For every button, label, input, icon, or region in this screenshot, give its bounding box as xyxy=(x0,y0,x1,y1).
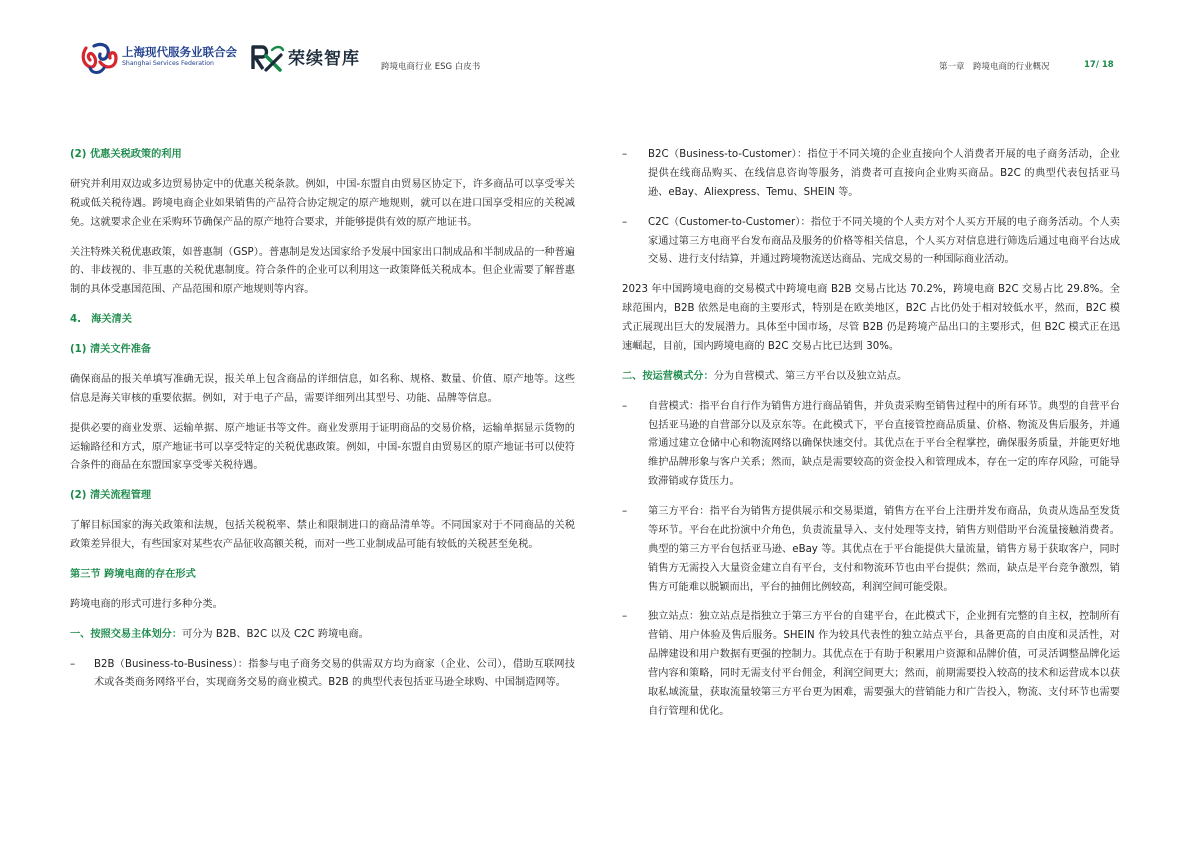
heading-tariff-preference: (2) 优惠关税政策的利用 xyxy=(70,149,182,160)
list-item-independent-site xyxy=(622,608,1120,721)
dash-bullet: – xyxy=(622,506,628,517)
heading-clearance-documents: (1) 清关文件准备 xyxy=(70,344,152,355)
paragraph-statistics: 2023 年中国跨境电商的交易模式中跨境电商 B2B 交易占比达 70.2%，跨境电商 B2C 交易占比 29.8%。全球范围内，B2B 依然是电商的主要形式，特别是在欧美地区，B2C 占比仍处于相对较低水平，然而，B2C 模式正展现出巨大的发展潜力。具体至中国市场，尽管 B2B 仍是跨境产品出口的主要形式，但 B2C 模式正在迅速崛起，目前，国内跨境电商的 B2C 交易占比已达到 30%。 xyxy=(622,284,1120,352)
dash-bullet: – xyxy=(622,216,628,228)
section-title: 第三节 跨境电商的存在形式 xyxy=(70,568,196,580)
dash-bullet: – xyxy=(622,400,628,412)
list-item-text: B2C（Business-to-Customer）：指位于不同关境的企业直接向个人消费者开展的电子商务活动，企业提供在线商品购买、在线信息咨询等服务，消费者可直接向企业购买商品。B2C 的典型代表包括亚马逊、eBay、Aliexpress、Temu、SHEIN 等。 xyxy=(648,149,1120,198)
document-title: 跨境电商行业 ESG 白皮书 xyxy=(381,62,481,72)
list-item-text: 第三方平台：指平台为销售方提供展示和交易渠道，销售方在平台上注册并发布商品，负责从选品至发货等环节。平台在此扮演中介角色，负责流量导入、支付处理等支持，销售方则借助平台流量接触消费者。典型的第三方平台包括亚马逊、eBay 等。其优点在于平台能提供大量流量，销售方易于获取客户，同时销售方无需投入大量资金建立自有平台，支付和物流环节也由平台提供；然而，缺点是平台竞争激烈，销售方可能难以脱颖而出，平台的抽佣比例较高，利润空间可能受限。 xyxy=(648,506,1120,593)
list-item-text: C2C（Customer-to-Customer）：指位于不同关境的个人卖方对个人买方开展的电子商务活动。个人卖家通过第三方电商平台发布商品及服务的价格等相关信息，个人买方对信息进行筛选后通过电商平台达成交易、进行支付结算，并通过跨境物流送达商品、完成交易的一种国际商业活动。 xyxy=(648,216,1120,266)
list-item-self-operated xyxy=(622,398,1120,492)
heading-customs-clearance: 4. 海关清关 xyxy=(70,314,132,326)
list-item-text: 自营模式：指平台自行作为销售方进行商品销售，并负责采购至销售过程中的所有环节。典型的自营平台包括亚马逊的自营部分以及京东等。在此模式下，平台直接管控商品质量、价格、物流及售后服务，并通常通过建立仓储中心和物流网络以确保快速交付。其优点在于平台全程掌控，确保服务质量，并能更好地维护品牌形象与客户关系；然而，缺点是需要较高的资金投入和管理成本，存在一定的库存风险，可能导致滞销或存货压力。 xyxy=(648,400,1120,488)
heading-text: 分为自营模式、第三方平台以及独立站点。 xyxy=(713,370,908,382)
dash-bullet: – xyxy=(622,611,628,623)
list-item-b2c xyxy=(622,146,1120,203)
paragraph: 关注特殊关税优惠政策，如普惠制（GSP）。普惠制是发达国家给予发展中国家出口制成品和半制成品的一种普遍的、非歧视的、非互惠的关税优惠制度。符合条件的企业可以利用这一政策降低关税成本。但企业需要了解普惠制的具体受惠国范围、产品范围和原产地规则等内容。 xyxy=(70,246,575,296)
rongxu-name: 荣续智库 xyxy=(288,49,360,69)
list-item-third-party xyxy=(622,503,1120,597)
page-header xyxy=(0,0,1190,80)
paragraph: 跨境电商的形式可进行多种分类。 xyxy=(70,598,223,610)
dash-bullet: – xyxy=(70,658,76,670)
heading-by-trade-subject xyxy=(70,626,575,645)
right-column xyxy=(622,146,1120,733)
list-item-text: 独立站点：独立站点是指独立于第三方平台的自建平台，在此模式下，企业拥有完整的自主权，控制所有营销、用户体验及售后服务。SHEIN 作为较具代表性的独立站点平台，具备更高的自由度和灵活性，对品牌建设和用户数据有更强的控制力。其优点在于有助于积累用户资源和品牌价值，可灵活调整品牌化运营内容和策略，同时无需支付平台佣金，利润空间更大；然而，前期需要投入较高的技术和运营成本以获取私域流量，获取流量较第三方平台更为困难，需要强大的营销能力和广告投入，物流、支付环节也需要自行管理和优化。 xyxy=(648,611,1120,717)
paragraph: 确保商品的报关单填写准确无误，报关单上包含商品的详细信息，如名称、规格、数量、价值、原产地等。这些信息是海关审核的重要依据。例如，对于电子产品，需要详细列出其型号、功能、品牌等信息。 xyxy=(70,373,575,404)
heading-by-operation-mode xyxy=(622,368,1120,387)
paragraph: 研究并利用双边或多边贸易协定中的优惠关税条款。例如，中国-东盟自由贸易区协定下，许多商品可以享受零关税或低关税待遇。跨境电商企业如果销售的产品符合协定规定的原产地规则，就可以在进口国享受相应的关税减免。这就要求企业在采购环节确保产品的原产地符合要求，并能够提供有效的原产地证书。 xyxy=(70,178,575,228)
federation-logo-icon xyxy=(80,40,120,76)
federation-logo xyxy=(80,40,240,80)
federation-name-cn: 上海现代服务业联合会 xyxy=(122,45,237,59)
list-item-b2b xyxy=(70,656,575,694)
heading-label: 一、按照交易主体划分： xyxy=(70,628,183,640)
list-item-text: B2B（Business-to-Business）：指参与电子商务交易的供需双方均为商家（企业、公司），借助互联网技术或各类商务网络平台，实现商务交易的商业模式。B2B 的典型代表包括亚马逊全球购、中国制造网等。 xyxy=(94,658,575,689)
heading-clearance-process: (2) 清关流程管理 xyxy=(70,490,152,502)
list-item-c2c xyxy=(622,214,1120,271)
heading-text: 可分为 B2B、B2C 以及 C2C 跨境电商。 xyxy=(182,628,369,640)
paragraph: 了解目标国家的海关政策和法规，包括关税税率、禁止和限制进口的商品清单等。不同国家对于不同商品的关税政策差异很大，有些国家对某些农产品征收高额关税，而对一些工业制成品可能有较低的关税甚至免税。 xyxy=(70,520,575,550)
rx-logo-icon xyxy=(250,42,286,72)
left-column xyxy=(70,146,575,704)
dash-bullet: – xyxy=(622,149,628,160)
chapter-title: 第一章 跨境电商的行业概况 xyxy=(939,62,1050,72)
rongxu-logo xyxy=(250,40,380,80)
paragraph: 提供必要的商业发票、运输单据、原产地证书等文件。商业发票用于证明商品的交易价格，运输单据显示货物的运输路径和方式，原产地证书可以享受特定的关税优惠政策。例如，中国-东盟自由贸易区的原产地证书可以使符合条件的商品在东盟国家享受零关税待遇。 xyxy=(70,422,575,472)
page-number: 17/ 18 xyxy=(1084,60,1114,70)
federation-name-en: Shanghai Services Federation xyxy=(122,60,214,67)
heading-label: 二、按运营模式分： xyxy=(622,370,714,382)
